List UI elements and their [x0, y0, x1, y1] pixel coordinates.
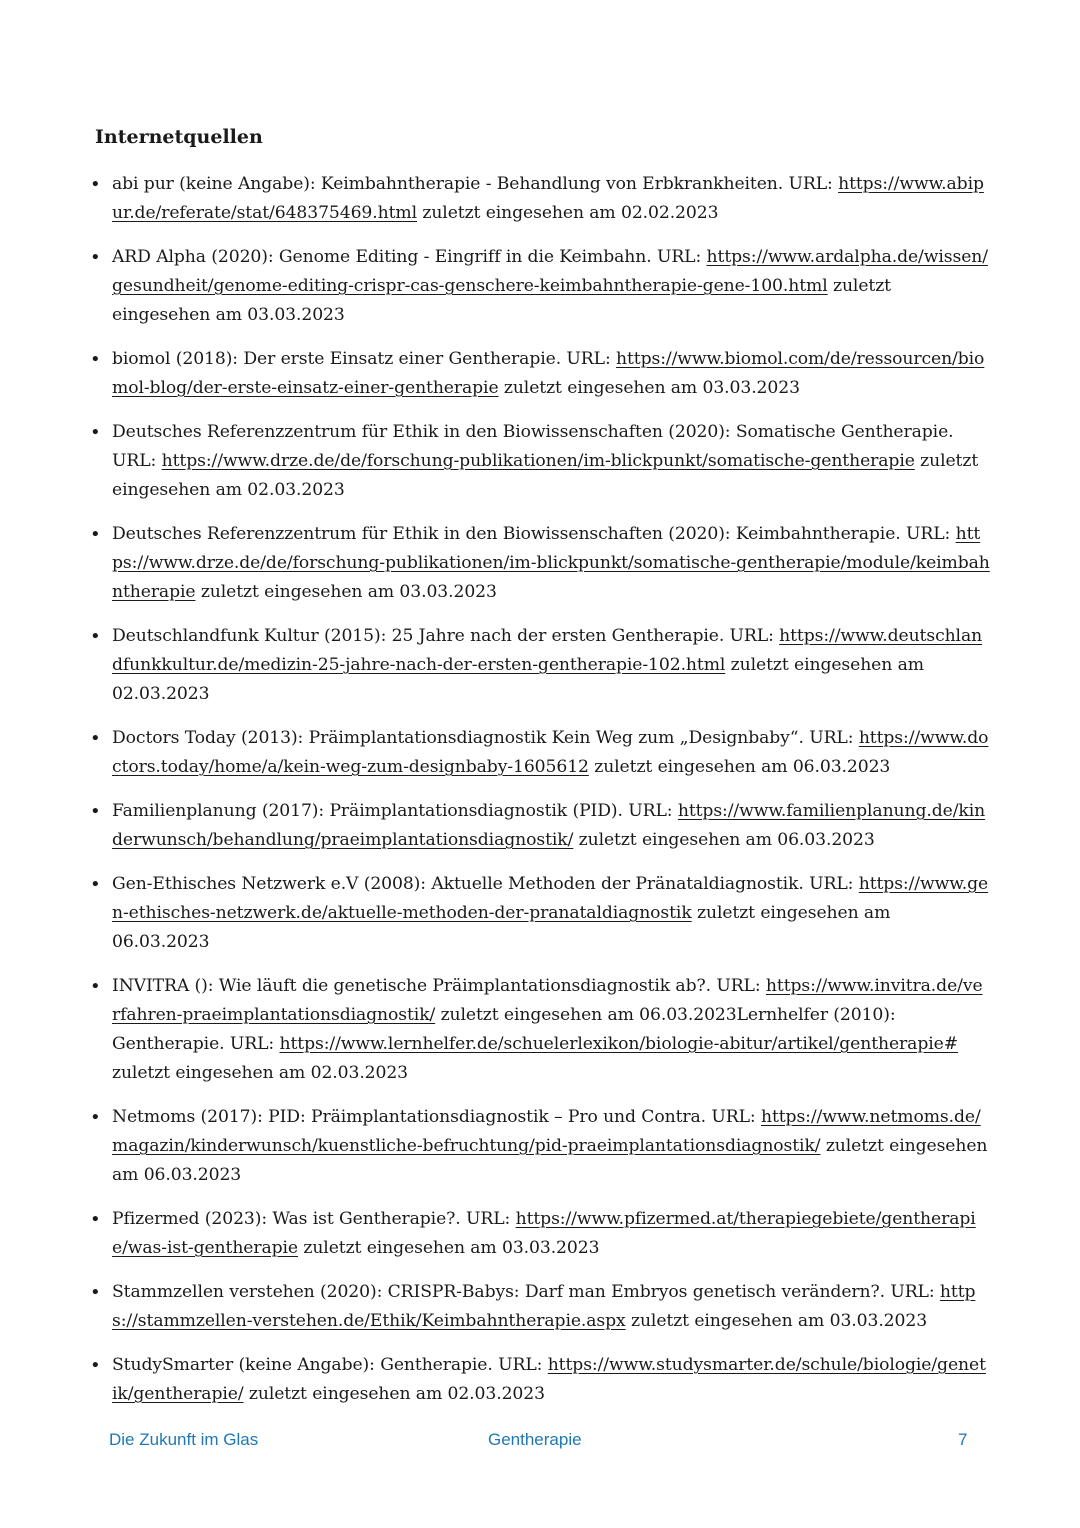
reference-accessed: zuletzt eingesehen am 06.03.2023: [573, 830, 875, 850]
reference-text: ARD Alpha (2020): Genome Editing - Eingriff in die Keimbahn. URL:: [112, 247, 707, 267]
reference-link[interactable]: https://www.ardalpha.de/wissen/gesundheit/genome-editing-crispr-cas-genschere-keimbahntherapie-gene-100.html: [112, 247, 988, 296]
reference-list: [90, 170, 990, 1424]
page-footer: [0, 1430, 1080, 1456]
reference-text: abi pur (keine Angabe): Keimbahntherapie - Behandlung von Erbkrankheiten. URL:: [112, 174, 839, 194]
reference-link[interactable]: https://www.gen-ethisches-netzwerk.de/aktuelle-methoden-der-pranataldiagnostik: [112, 874, 989, 923]
reference-accessed: zuletzt eingesehen am 02.03.2023: [243, 1384, 545, 1404]
reference-text: Gen-Ethisches Netzwerk e.V (2008): Aktuelle Methoden der Pränataldiagnostik. URL:: [112, 874, 859, 894]
reference-item: [90, 243, 990, 330]
reference-item: [90, 972, 990, 1088]
reference-item: [90, 1205, 990, 1263]
reference-text: Pfizermed (2023): Was ist Gentherapie?. URL:: [112, 1209, 516, 1229]
reference-text: Deutschlandfunk Kultur (2015): 25 Jahre nach der ersten Gentherapie. URL:: [112, 626, 780, 646]
reference-link[interactable]: https://www.doctors.today/home/a/kein-weg-zum-designbaby-1605612: [112, 728, 989, 777]
reference-item: [90, 1103, 990, 1190]
reference-accessed: zuletzt eingesehen am 03.03.2023: [298, 1238, 600, 1258]
reference-text: Stammzellen verstehen (2020): CRISPR-Babys: Darf man Embryos genetisch verändern?. URL:: [112, 1282, 940, 1302]
reference-accessed: zuletzt eingesehen am 03.03.2023: [498, 378, 800, 398]
reference-link[interactable]: https://www.familienplanung.de/kinderwunsch/behandlung/praeimplantationsdiagnostik/: [112, 801, 986, 850]
reference-link[interactable]: https://www.netmoms.de/magazin/kinderwunsch/kuenstliche-befruchtung/pid-praeimplantationsdiagnostik/: [112, 1107, 981, 1156]
reference-accessed: zuletzt eingesehen am 03.03.2023: [625, 1311, 928, 1331]
reference-link[interactable]: https://stammzellen-verstehen.de/Ethik/Keimbahntherapie.aspx: [112, 1282, 976, 1331]
reference-accessed: zuletzt eingesehen am 02.03.2023: [112, 451, 979, 500]
reference-text: INVITRA (): Wie läuft die genetische Präimplantationsdiagnostik ab?. URL:: [112, 976, 766, 996]
footer-chapter-title: Gentherapie: [488, 1430, 582, 1449]
reference-accessed: zuletzt eingesehen am 02.03.2023: [112, 655, 924, 704]
section-heading: Internetquellen: [95, 126, 263, 148]
reference-item: [90, 622, 990, 709]
reference-item: [90, 170, 990, 228]
page-number: 7: [958, 1430, 968, 1449]
reference-link[interactable]: https://www.biomol.com/de/ressourcen/biomol-blog/der-erste-einsatz-einer-gentherapie: [112, 349, 985, 398]
reference-link[interactable]: https://www.pfizermed.at/therapiegebiete/gentherapie/was-ist-gentherapie: [112, 1209, 976, 1258]
reference-accessed: zuletzt eingesehen am 06.03.2023: [112, 1136, 988, 1185]
reference-item: [90, 724, 990, 782]
reference-accessed: zuletzt eingesehen am 03.03.2023: [112, 276, 891, 325]
reference-item: [90, 870, 990, 957]
reference-item: [90, 1351, 990, 1409]
reference-item: [90, 345, 990, 403]
reference-link[interactable]: https://www.abipur.de/referate/stat/648375469.html: [112, 174, 984, 223]
reference-item: [90, 520, 990, 607]
reference-text: Deutsches Referenzzentrum für Ethik in den Biowissenschaften (2020): Somatische Gentherapie. URL:: [112, 422, 954, 471]
reference-item: [90, 418, 990, 505]
reference-accessed-secondary: zuletzt eingesehen am 02.03.2023: [112, 1063, 409, 1083]
reference-link[interactable]: https://www.studysmarter.de/schule/biologie/genetik/gentherapie/: [112, 1355, 986, 1404]
reference-text: Familienplanung (2017): Präimplantationsdiagnostik (PID). URL:: [112, 801, 678, 821]
reference-text: Deutsches Referenzzentrum für Ethik in den Biowissenschaften (2020): Keimbahntherapie. URL:: [112, 524, 956, 544]
footer-document-title: Die Zukunft im Glas: [109, 1430, 259, 1449]
reference-accessed: zuletzt eingesehen am 06.03.2023: [588, 757, 891, 777]
reference-text: StudySmarter (keine Angabe): Gentherapie. URL:: [112, 1355, 548, 1375]
reference-link[interactable]: https://www.invitra.de/verfahren-praeimplantationsdiagnostik/: [112, 976, 983, 1025]
reference-item: [90, 797, 990, 855]
reference-item: [90, 1278, 990, 1336]
reference-text: Netmoms (2017): PID: Präimplantationsdiagnostik – Pro und Contra. URL:: [112, 1107, 761, 1127]
reference-text: Doctors Today (2013): Präimplantationsdiagnostik Kein Weg zum „Designbaby“. URL:: [112, 728, 859, 748]
reference-text: biomol (2018): Der erste Einsatz einer Gentherapie. URL:: [112, 349, 617, 369]
reference-accessed: zuletzt eingesehen am 06.03.2023: [112, 903, 891, 952]
reference-accessed: zuletzt eingesehen am 03.03.2023: [195, 582, 497, 602]
reference-link-secondary[interactable]: https://www.lernhelfer.de/schuelerlexikon/biologie-abitur/artikel/gentherapie#: [279, 1034, 958, 1054]
reference-link[interactable]: https://www.drze.de/de/forschung-publikationen/im-blickpunkt/somatische-gentherapie/module/keimbahntherapie: [112, 524, 990, 602]
reference-accessed: zuletzt eingesehen am 02.02.2023: [417, 203, 719, 223]
reference-accessed: zuletzt eingesehen am 06.03.2023Lernhelfer (2010): Gentherapie. URL:: [112, 1005, 896, 1054]
reference-link[interactable]: https://www.deutschlandfunkkultur.de/medizin-25-jahre-nach-der-ersten-gentherapie-102.html: [112, 626, 983, 675]
reference-link[interactable]: https://www.drze.de/de/forschung-publikationen/im-blickpunkt/somatische-gentherapie: [161, 451, 915, 471]
